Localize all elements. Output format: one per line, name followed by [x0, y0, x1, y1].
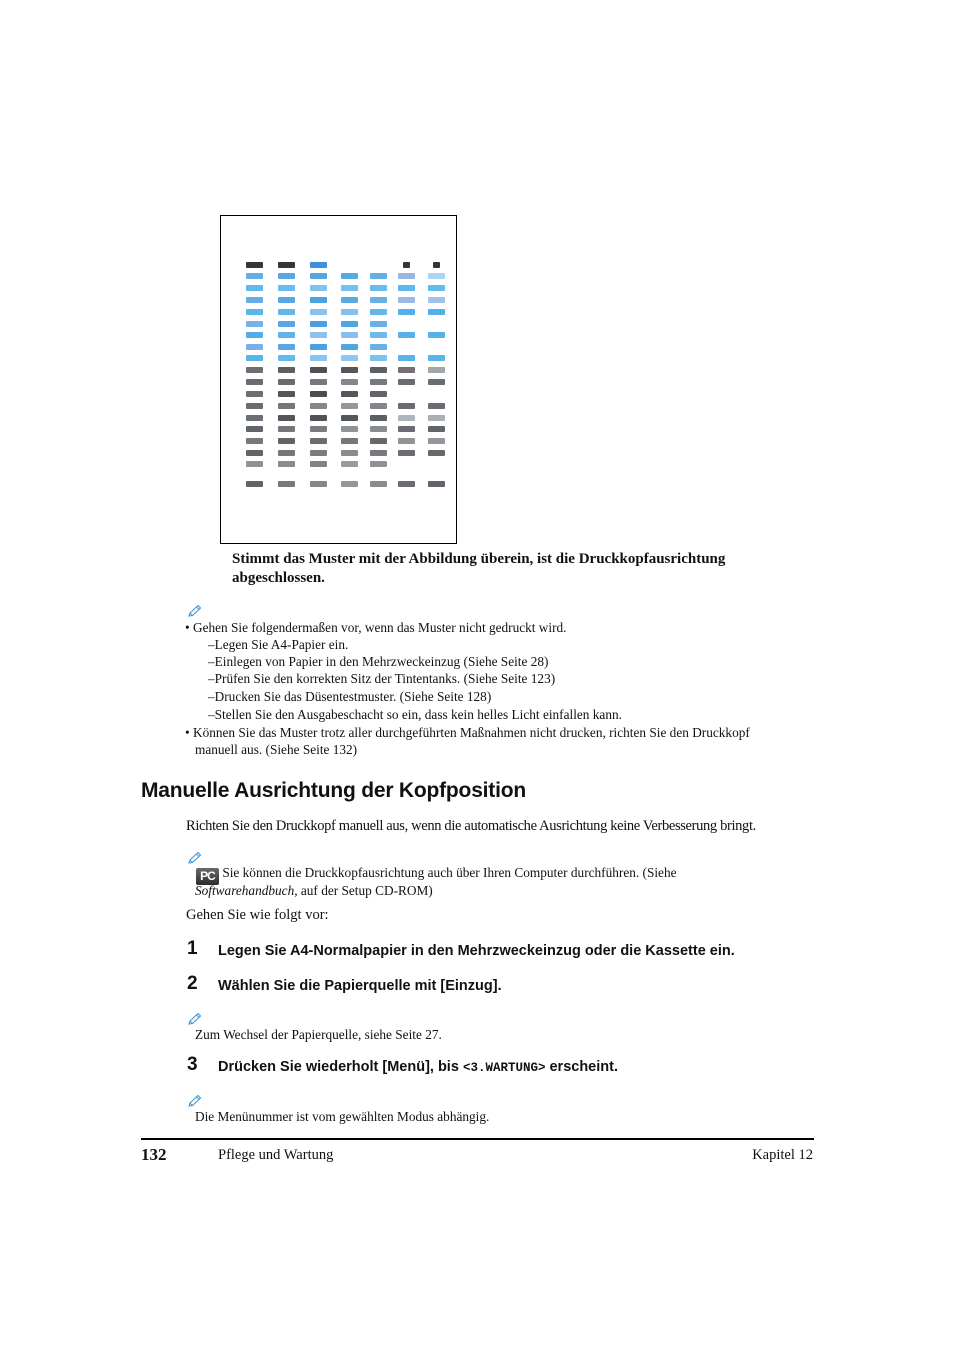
pattern-bar: [428, 426, 445, 432]
pattern-bar: [278, 415, 295, 421]
pattern-bar: [310, 438, 327, 444]
pattern-bar: [278, 344, 295, 350]
pattern-bar: [246, 297, 263, 303]
pattern-bar: [433, 262, 440, 268]
pattern-bar: [246, 461, 263, 467]
pattern-bar: [398, 379, 415, 385]
pattern-bar: [246, 391, 263, 397]
note2-text-rest: auf der Setup CD-ROM): [297, 883, 433, 898]
pattern-bar: [278, 273, 295, 279]
pattern-bar: [310, 355, 327, 361]
pattern-bar: [278, 461, 295, 467]
pattern-bar: [310, 309, 327, 315]
step-number: 3: [187, 1054, 198, 1075]
pattern-bar: [278, 426, 295, 432]
pattern-bar: [370, 481, 387, 487]
pattern-bar: [398, 273, 415, 279]
pattern-bar: [403, 262, 410, 268]
pattern-bar: [246, 285, 263, 291]
pattern-bar: [428, 481, 445, 487]
pattern-bar: [370, 321, 387, 327]
pattern-bar: [428, 450, 445, 456]
pattern-bar: [278, 355, 295, 361]
pattern-bar: [246, 438, 263, 444]
pattern-bar: [341, 332, 358, 338]
subitem-text: Stellen Sie den Ausgabeschacht so ein, dass kein helles Licht einfallen kann.: [214, 707, 622, 722]
pattern-bar: [398, 415, 415, 421]
pattern-bar: [428, 415, 445, 421]
pattern-bar: [278, 285, 295, 291]
step-text: Wählen Sie die Papierquelle mit [Einzug].: [218, 978, 502, 994]
subitem-text: Drucken Sie das Düsentestmuster. (Siehe Seite 128): [214, 689, 492, 704]
pattern-bar: [246, 450, 263, 456]
pattern-bar: [370, 415, 387, 421]
pattern-bar: [310, 262, 327, 268]
pattern-bar: [278, 481, 295, 487]
pattern-bar: [398, 450, 415, 456]
software-manual-reference: Softwarehandbuch,: [195, 883, 298, 898]
pattern-bar: [310, 332, 327, 338]
pattern-bar: [246, 367, 263, 373]
pattern-bar: [246, 273, 263, 279]
pattern-bar: [398, 426, 415, 432]
pattern-bar: [398, 438, 415, 444]
pattern-bar: [341, 461, 358, 467]
pattern-bar: [341, 403, 358, 409]
pattern-bar: [341, 481, 358, 487]
pattern-bar: [310, 415, 327, 421]
pattern-bar: [278, 321, 295, 327]
pattern-bar: [246, 379, 263, 385]
pattern-bar: [341, 344, 358, 350]
pattern-bar: [310, 403, 327, 409]
footer-chapter: Kapitel 12: [752, 1147, 813, 1163]
subitem-text: Legen Sie A4-Papier ein.: [214, 637, 349, 652]
pencil-note-icon: [187, 1094, 203, 1108]
pattern-bar: [310, 344, 327, 350]
pattern-bar: [341, 391, 358, 397]
pattern-bar: [370, 450, 387, 456]
section-intro: Richten Sie den Druckkopf manuell aus, wenn die automatische Ausrichtung keine Verbesserung bringt.: [186, 818, 756, 834]
pattern-bar: [310, 367, 327, 373]
pattern-bar: [246, 321, 263, 327]
pattern-bar: [341, 426, 358, 432]
note2-text: Sie können die Druckkopfausrichtung auch über Ihren Computer durchführen. (Siehe: [222, 865, 677, 880]
alignment-pattern-figure: [220, 215, 457, 544]
page-number: 132: [141, 1145, 167, 1164]
pattern-bar: [278, 391, 295, 397]
pattern-bar: [428, 273, 445, 279]
pattern-bar: [398, 297, 415, 303]
pattern-bar: [428, 379, 445, 385]
pattern-bar: [310, 461, 327, 467]
subitem-text: Prüfen Sie den korrekten Sitz der Tintentanks. (Siehe Seite 123): [214, 671, 556, 686]
note2-line2: [195, 882, 433, 899]
pattern-bar: [370, 273, 387, 279]
note3-text: Zum Wechsel der Papierquelle, siehe Seite 27.: [195, 1027, 442, 1042]
note-subitem: –Einlegen von Papier in den Mehrzweckeinzug (Siehe Seite 28): [208, 654, 549, 669]
bullet-text: Können Sie das Muster trotz aller durchgeführten Maßnahmen nicht drucken, richten Sie den Druckkopf: [192, 725, 750, 740]
pattern-bar: [278, 403, 295, 409]
pattern-bar: [310, 321, 327, 327]
pc-icon: PC: [196, 868, 219, 885]
pattern-bar: [310, 450, 327, 456]
pattern-bar: [246, 481, 263, 487]
pattern-bar: [370, 332, 387, 338]
pattern-bar: [341, 273, 358, 279]
pattern-bar: [278, 438, 295, 444]
pattern-bar: [278, 262, 295, 268]
step-text: [218, 1059, 618, 1075]
bullet-glyph: •: [185, 725, 193, 740]
pattern-bar: [428, 438, 445, 444]
pattern-bar: [370, 461, 387, 467]
note-subitem: –Stellen Sie den Ausgabeschacht so ein, dass kein helles Licht einfallen kann.: [208, 707, 622, 722]
step-number: 2: [187, 973, 198, 994]
pattern-bar: [370, 438, 387, 444]
pattern-bar: [370, 426, 387, 432]
pattern-bar: [370, 344, 387, 350]
pattern-bar: [341, 297, 358, 303]
note-bullet-2-continued: manuell aus. (Siehe Seite 132): [195, 742, 358, 757]
pattern-bar: [341, 321, 358, 327]
pattern-bar: [428, 285, 445, 291]
pattern-bar: [428, 403, 445, 409]
note-bullet-1: [185, 619, 567, 636]
pattern-bar: [310, 481, 327, 487]
pattern-bar: [246, 403, 263, 409]
pattern-bar: [310, 273, 327, 279]
subitem-text: Einlegen von Papier in den Mehrzweckeinzug (Siehe Seite 28): [214, 654, 549, 669]
bullet-text: Gehen Sie folgendermaßen vor, wenn das Muster nicht gedruckt wird.: [192, 620, 567, 635]
pattern-bar: [341, 438, 358, 444]
pattern-bar: [398, 403, 415, 409]
pattern-bar: [398, 367, 415, 373]
note-bullet-2: [185, 724, 750, 741]
pattern-bar: [370, 285, 387, 291]
pattern-bar: [370, 379, 387, 385]
figure-caption: Stimmt das Muster mit der Abbildung überein, ist die Druckkopfausrichtung abgeschlossen.: [232, 551, 726, 586]
pattern-bar: [398, 481, 415, 487]
note-subitem: –Legen Sie A4-Papier ein.: [208, 637, 349, 652]
pattern-bar: [310, 391, 327, 397]
pattern-bar: [310, 426, 327, 432]
step-text-after: erscheint.: [545, 1059, 618, 1075]
pattern-bar: [278, 379, 295, 385]
pattern-bar: [341, 355, 358, 361]
pattern-bar: [310, 285, 327, 291]
pattern-bar: [370, 309, 387, 315]
pattern-bar: [246, 262, 263, 268]
pattern-bar: [398, 285, 415, 291]
pattern-bar: [370, 391, 387, 397]
pattern-bar: [370, 355, 387, 361]
pattern-bar: [246, 415, 263, 421]
pattern-bar: [246, 344, 263, 350]
procedure-intro: Gehen Sie wie folgt vor:: [186, 907, 329, 923]
pencil-note-icon: [187, 1012, 203, 1026]
pattern-bar: [310, 297, 327, 303]
pattern-bar: [370, 367, 387, 373]
step-text: Legen Sie A4-Normalpapier in den Mehrzweckeinzug oder die Kassette ein.: [218, 943, 735, 959]
pattern-bar: [370, 403, 387, 409]
menu-code: <3.WARTUNG>: [462, 1061, 546, 1075]
pattern-bar: [278, 297, 295, 303]
pattern-bar: [341, 379, 358, 385]
pattern-bar: [310, 379, 327, 385]
pencil-note-icon: [187, 851, 203, 865]
footer-section-title: Pflege und Wartung: [218, 1147, 334, 1163]
pattern-bar: [341, 415, 358, 421]
pattern-bar: [246, 355, 263, 361]
pattern-bar: [428, 309, 445, 315]
pattern-bar: [398, 332, 415, 338]
pattern-bar: [428, 355, 445, 361]
pattern-bar: [428, 367, 445, 373]
pattern-bar: [428, 332, 445, 338]
note-subitem: –Drucken Sie das Düsentestmuster. (Siehe Seite 128): [208, 689, 492, 704]
pencil-note-icon: [187, 604, 203, 618]
pattern-bar: [341, 285, 358, 291]
pattern-bar: [278, 367, 295, 373]
pattern-bar: [341, 450, 358, 456]
note4-text: Die Menünummer ist vom gewählten Modus abhängig.: [195, 1109, 490, 1124]
section-heading: Manuelle Ausrichtung der Kopfposition: [141, 779, 526, 802]
note-subitem: –Prüfen Sie den korrekten Sitz der Tintentanks. (Siehe Seite 123): [208, 671, 556, 686]
pattern-bar: [278, 450, 295, 456]
pattern-bar: [246, 332, 263, 338]
pattern-bar: [246, 309, 263, 315]
pattern-bar: [278, 309, 295, 315]
pattern-bar: [370, 297, 387, 303]
step-text-before: Drücken Sie wiederholt [Menü], bis: [218, 1059, 463, 1075]
pattern-bar: [246, 426, 263, 432]
pattern-bar: [341, 367, 358, 373]
pattern-bar: [398, 309, 415, 315]
pattern-bar: [428, 297, 445, 303]
footer-rule: [141, 1138, 814, 1140]
pattern-bar: [398, 355, 415, 361]
pattern-bar: [341, 309, 358, 315]
bullet-glyph: •: [185, 620, 193, 635]
pattern-bar: [278, 332, 295, 338]
step-number: 1: [187, 938, 198, 959]
